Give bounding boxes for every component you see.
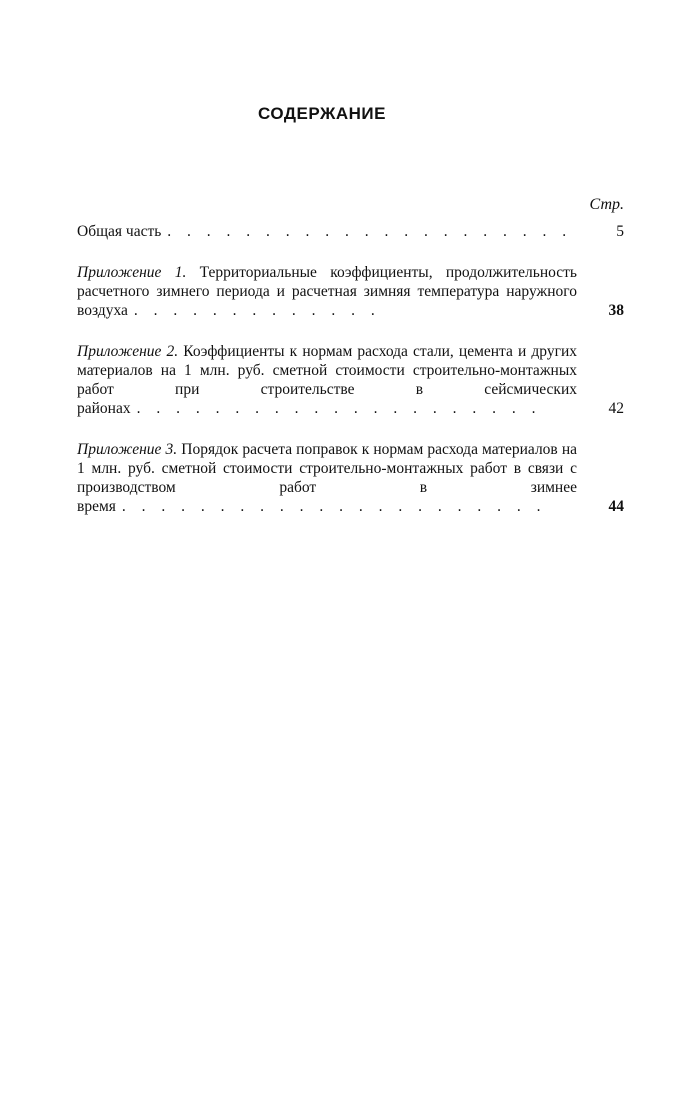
toc-leader-dots: . . . . . . . . . . . . . . . . . . . . . . [121,498,547,515]
toc-entry-page-number: 5 [616,223,624,240]
toc-entry-prefix: Приложение 1. [77,264,187,281]
toc-entry-text [77,440,577,516]
toc-entry-page-number: 42 [608,400,624,417]
toc-entry-title: Общая часть [77,223,162,240]
toc-entry-title: Территориальные коэффициенты, продолжительность расчетного зимнего периода и расчетная зимняя температура наружного воздуха [77,264,577,319]
page-title: СОДЕРЖАНИЕ [258,104,386,123]
toc-entry-appendix-3 [77,440,624,516]
toc-entry-text [77,222,577,241]
toc-leader-dots: . . . . . . . . . . . . . . . . . . . . . [136,400,542,417]
toc-entry-general-part [77,222,624,241]
toc-entry-prefix: Приложение 3. [77,441,178,458]
toc-entry-appendix-1 [77,263,624,320]
toc-leader-dots: . . . . . . . . . . . . . [133,302,381,319]
toc-entry-title: Порядок расчета поправок к нормам расхода материалов на 1 млн. руб. сметной стоимости строительно-монтажных работ в связи с производством работ в зимнее время [77,441,578,515]
toc-leader-dots: . . . . . . . . . . . . . . . . . . . . . [167,223,573,240]
page-number-column-header: Стр. [589,196,624,213]
toc-entry-prefix: Приложение 2. [77,343,179,360]
table-of-contents [77,222,624,516]
toc-entry-page-number: 44 [608,498,624,515]
toc-entry-appendix-2 [77,342,624,418]
toc-entry-text [77,263,577,320]
toc-entry-page-number: 38 [608,302,624,319]
toc-entry-text [77,342,577,418]
toc-entry-title: Коэффициенты к нормам расхода стали, цемента и других материалов на 1 млн. руб. сметной стоимости строительно-монтажных работ при строительстве в сейсмических районах [77,343,577,417]
